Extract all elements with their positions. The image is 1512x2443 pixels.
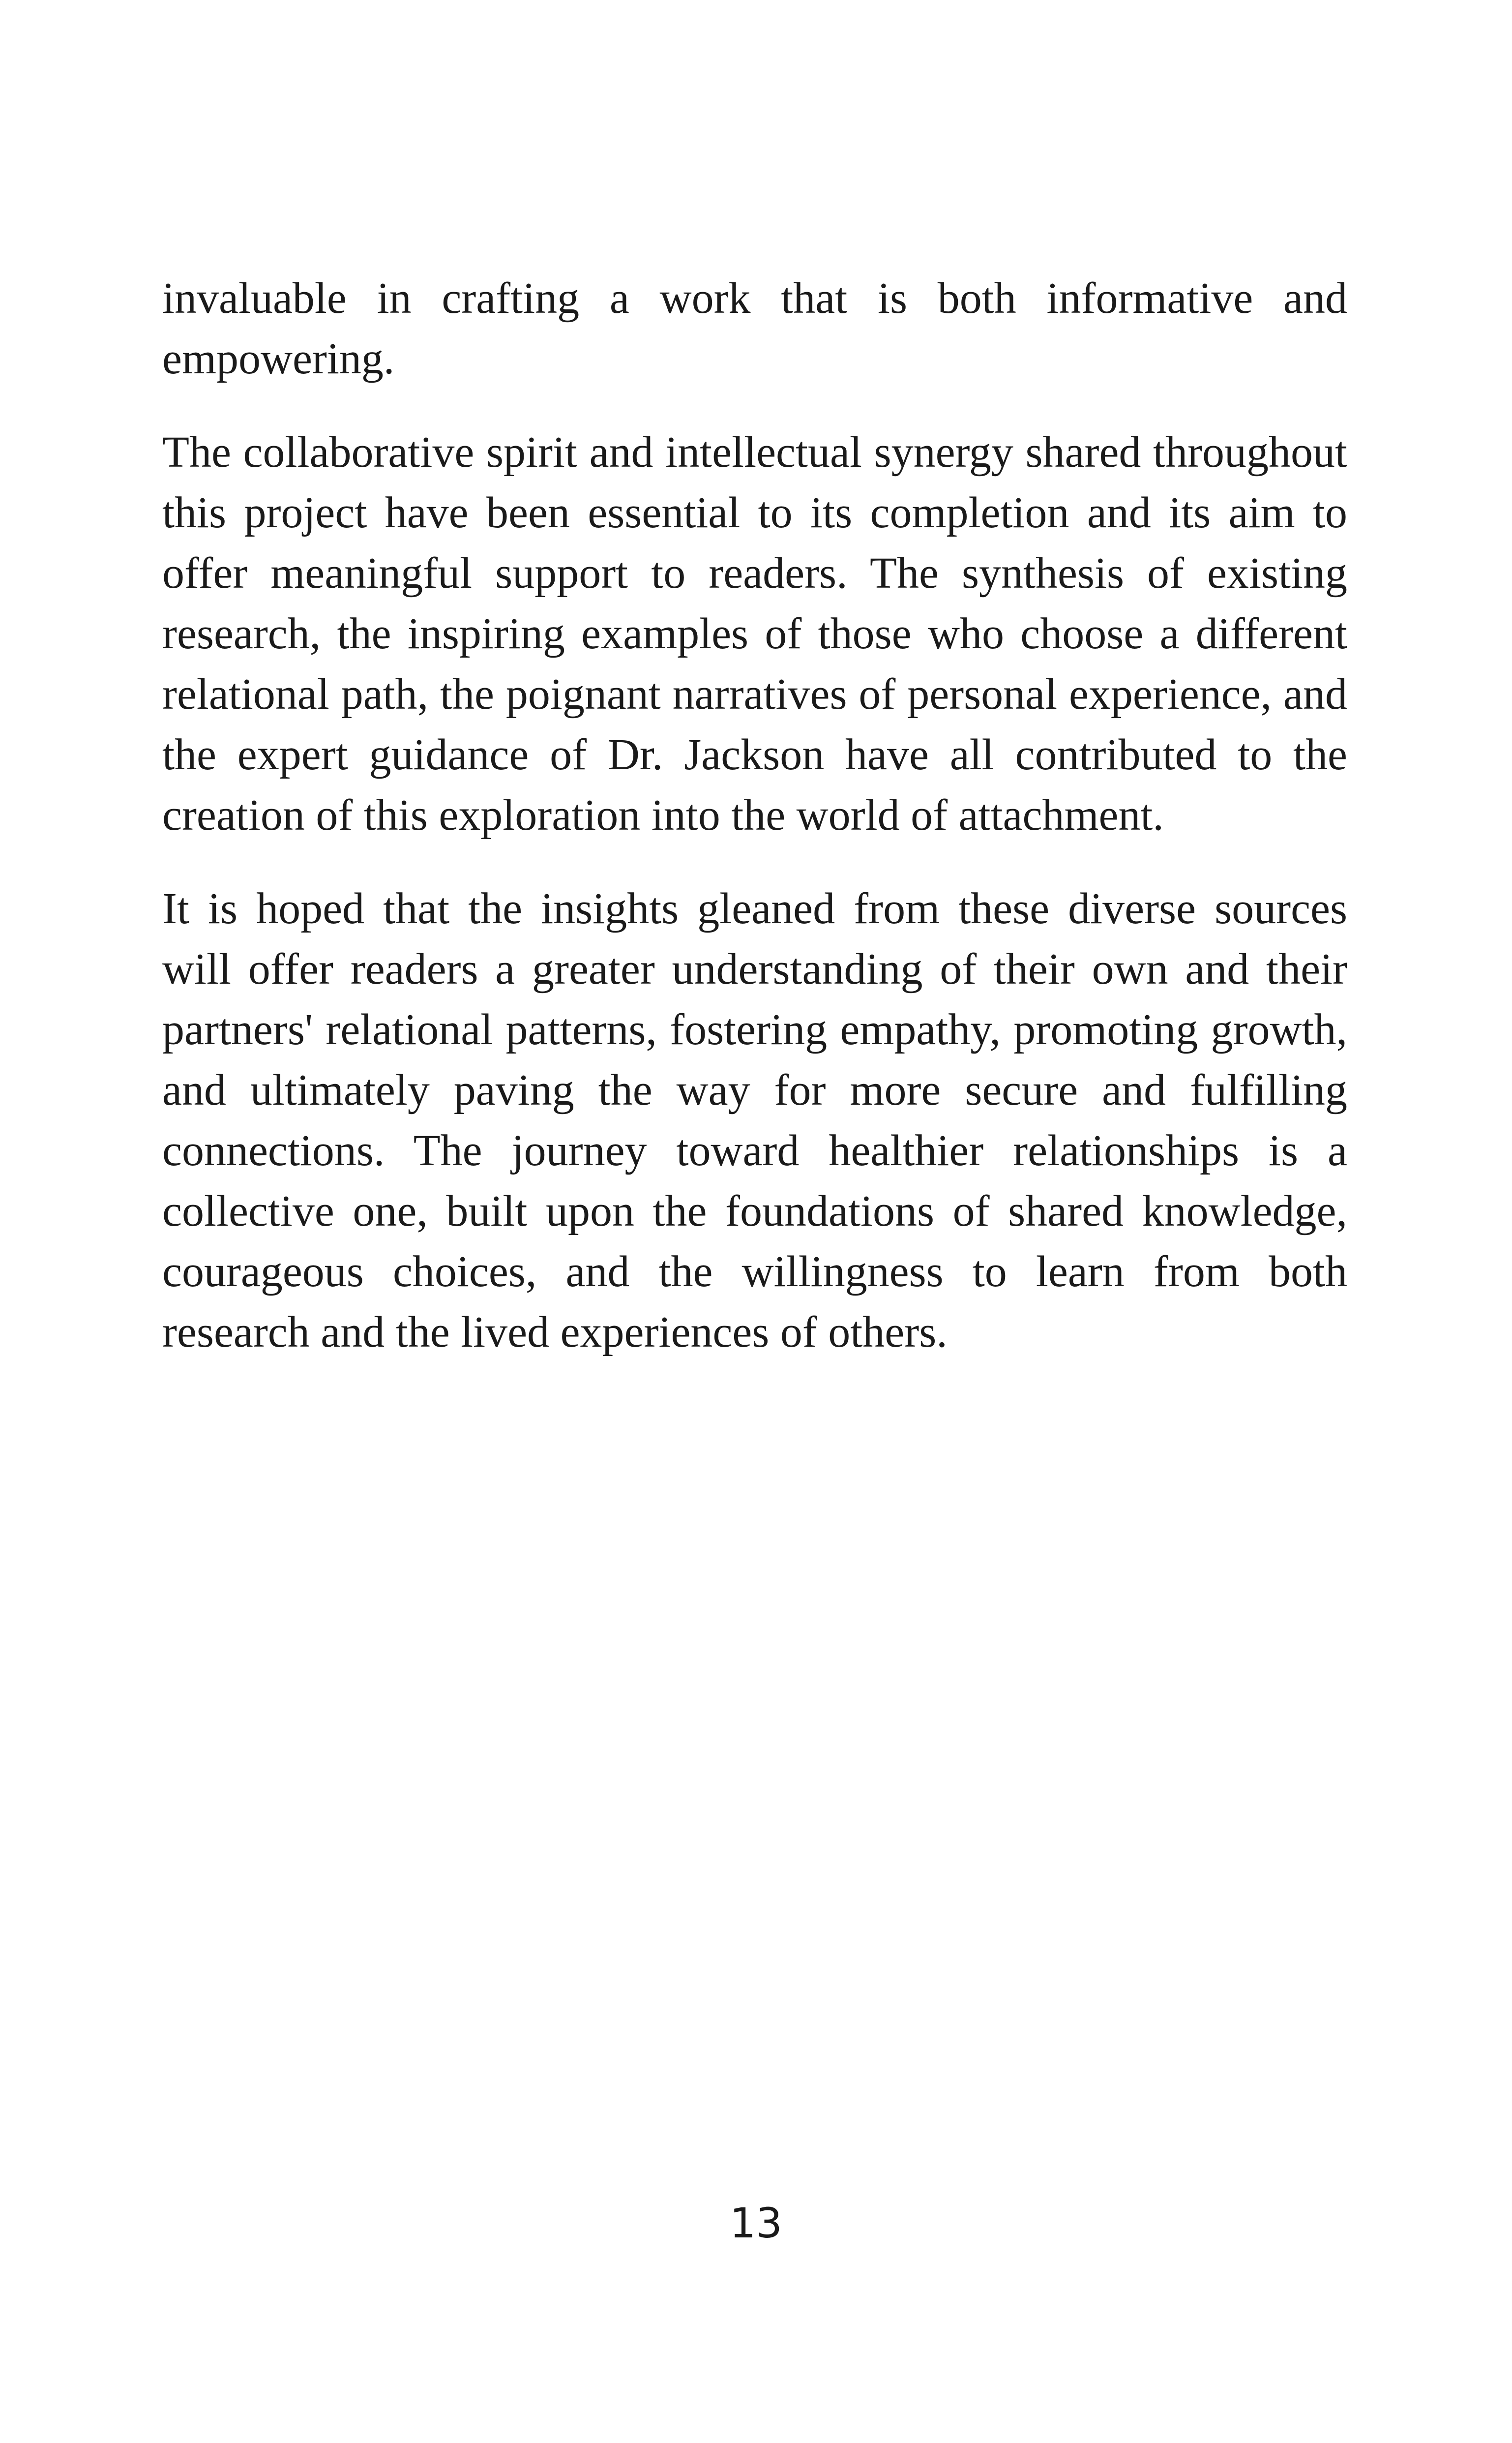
page-number: 13 <box>730 2199 782 2247</box>
body-text <box>162 268 1347 1395</box>
paragraph-hoped-insights: It is hoped that the insights gleaned from these diverse sources will offer readers a greater understanding of their own and their partners' relational patterns, fostering empathy, promoting growth, and ultimately paving the way for more secure and fulfilling connections. The journey toward healthier relationships is a collective one, built upon the foundations of shared knowledge, courageous choices, and the willingness to learn from both research and the lived experiences of others. <box>162 884 1347 1357</box>
paragraph-collaborative-spirit: The collaborative spirit and intellectual synergy shared throughout this project have been essential to its completion and its aim to offer meaningful support to readers. The synthesis of existing research, the inspiring examples of those who choose a different relational path, the poignant narratives of personal experience, and the expert guidance of Dr. Jackson have all contributed to the creation of this exploration into the world of attachment. <box>162 428 1347 840</box>
paragraph-continuation: invaluable in crafting a work that is both informative and empowering. <box>162 274 1347 383</box>
